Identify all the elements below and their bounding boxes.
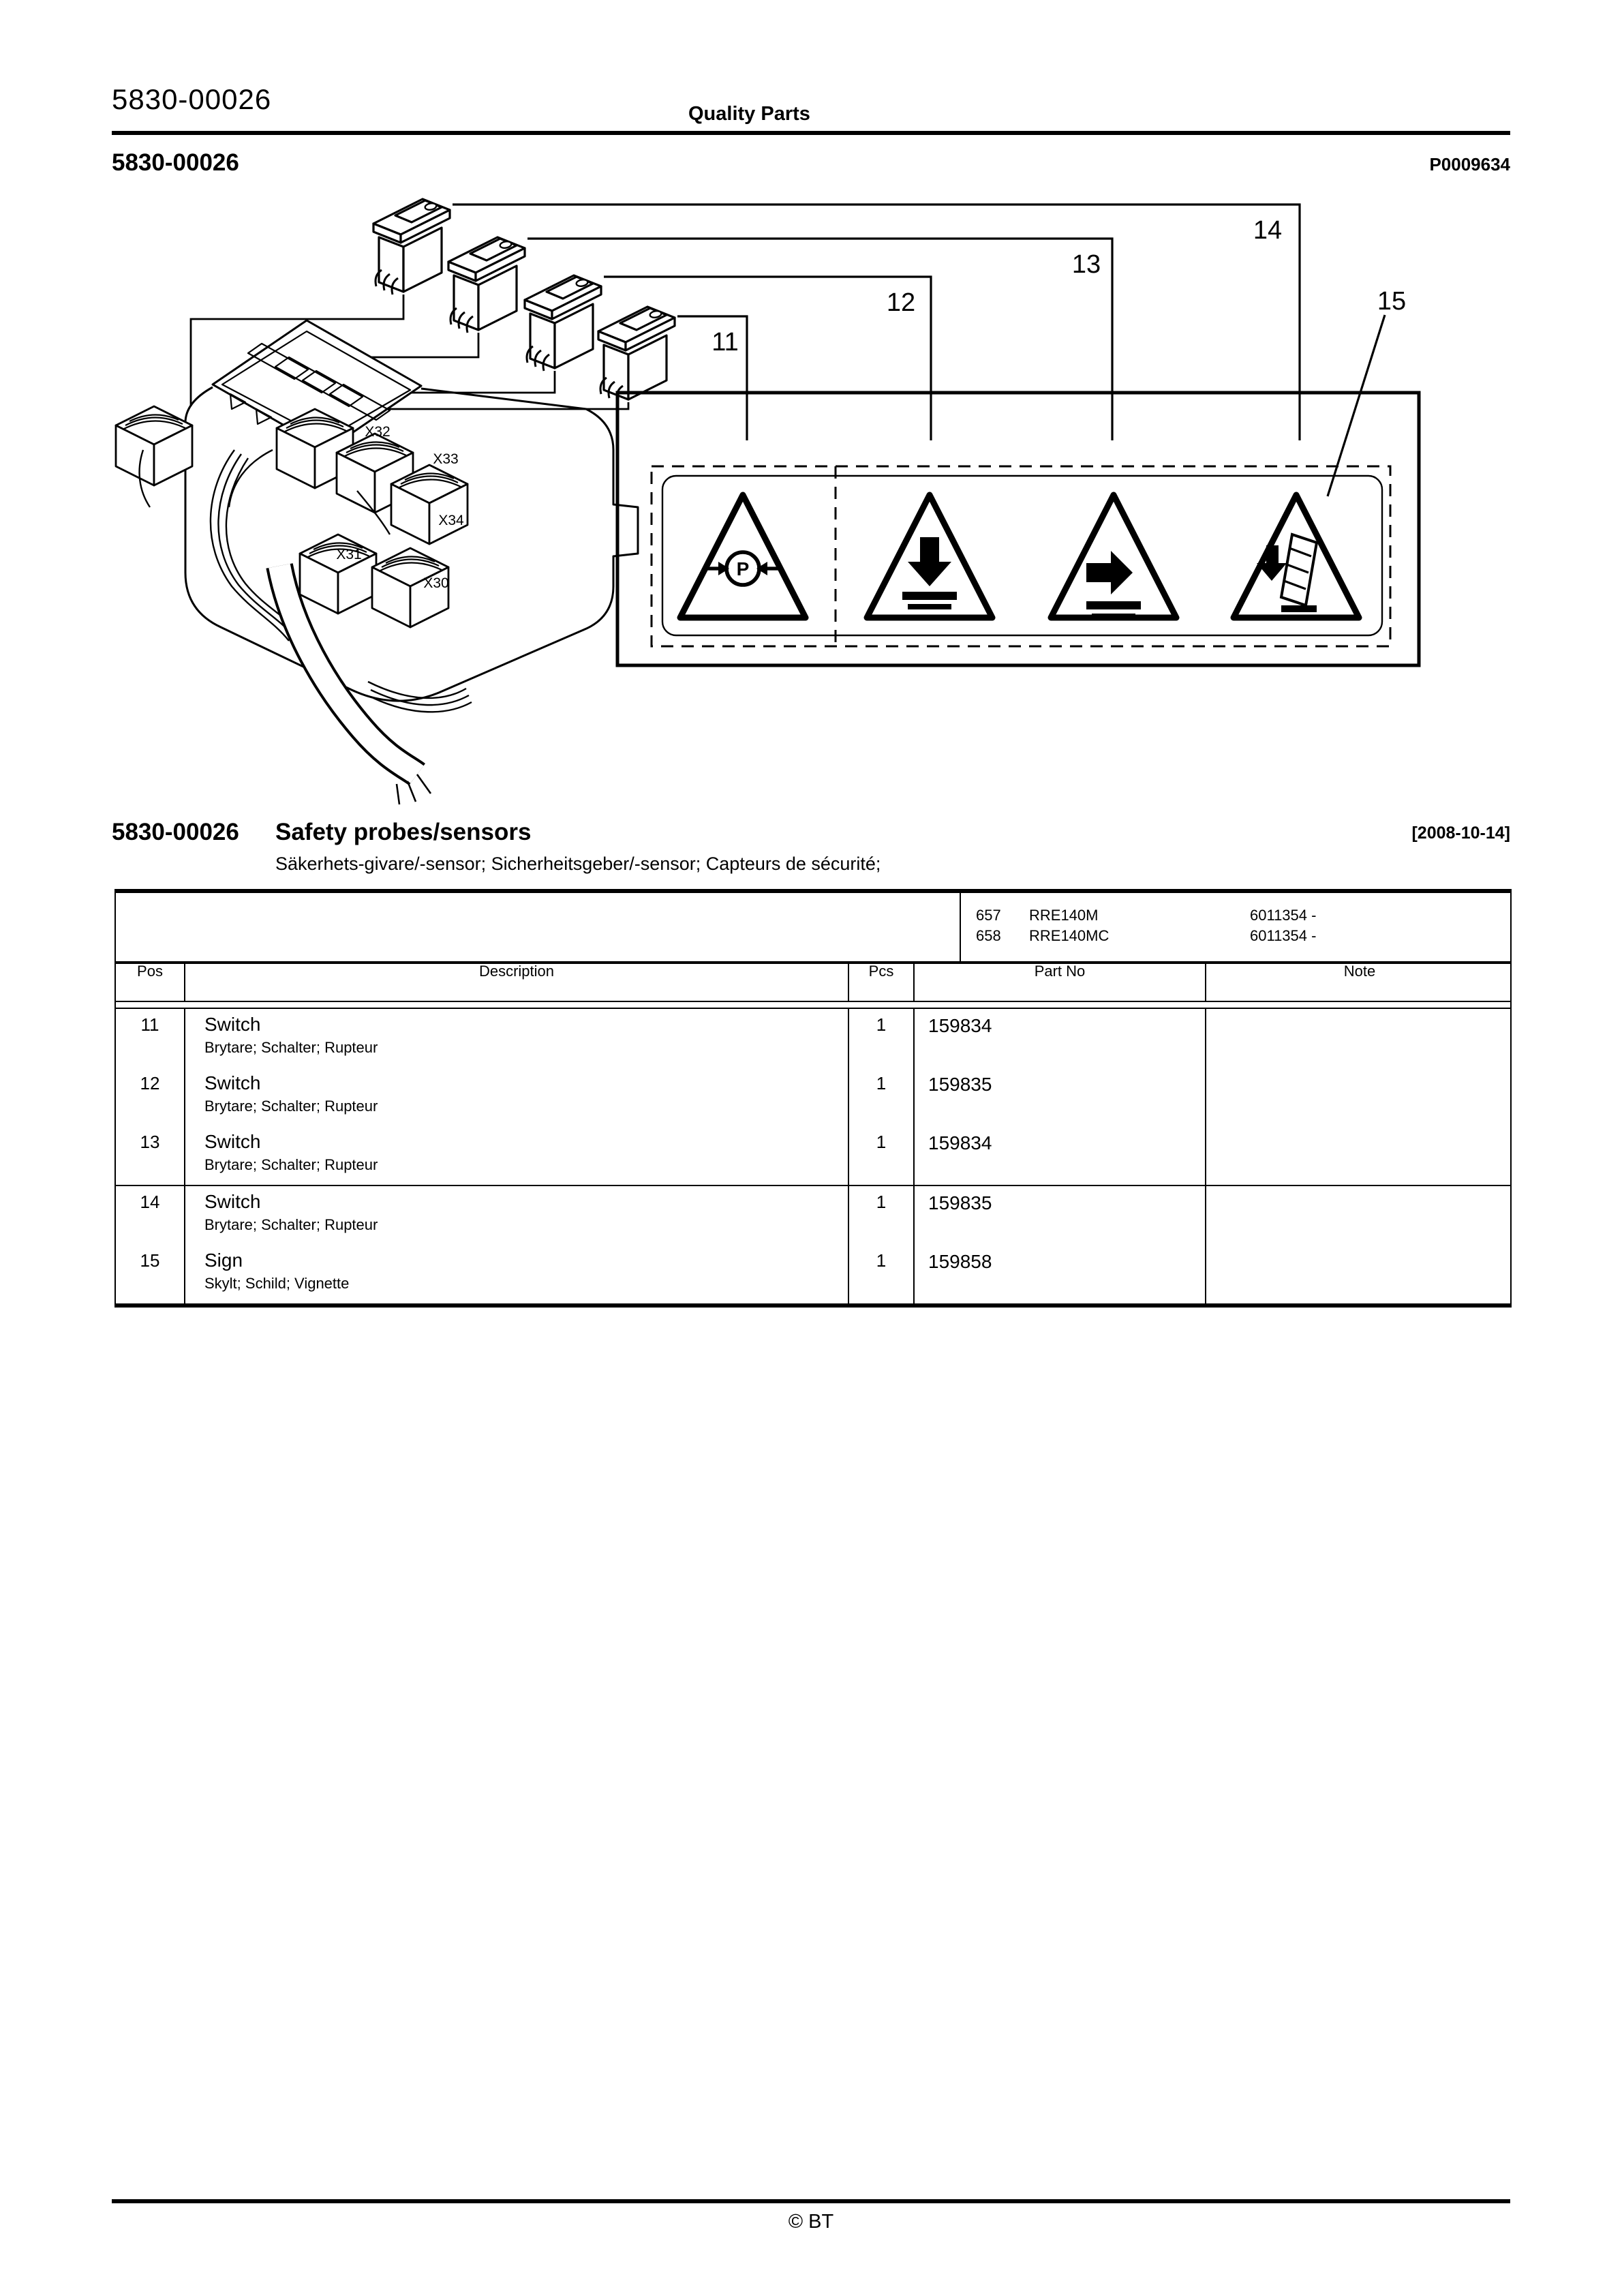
row-description-alt: Brytare; Schalter; Rupteur [204, 1099, 378, 1115]
row-note [1205, 1068, 1513, 1126]
model-name: RRE140M [1029, 908, 1099, 924]
connector-label-x31: X31 [336, 547, 362, 562]
footer-copyright: © BT [788, 2211, 834, 2233]
row-note [1205, 1186, 1513, 1245]
header-description: Description [184, 964, 848, 1001]
table-row [116, 1245, 1510, 1303]
row-pos: 14 [140, 1192, 160, 1212]
row-pos: 11 [140, 1014, 159, 1035]
footer-rule [112, 2199, 1510, 2203]
row-pos: 13 [140, 1132, 160, 1152]
row-description-alt: Brytare; Schalter; Rupteur [204, 1218, 378, 1234]
section-date: [2008-10-14] [1411, 824, 1510, 843]
table-row [116, 1009, 1510, 1068]
model-row [976, 907, 1510, 927]
model-name: RRE140MC [1029, 928, 1110, 945]
row-pcs: 1 [848, 1126, 913, 1185]
warning-triangle-pressure [680, 495, 806, 618]
row-part-no: 159834 [913, 1009, 1205, 1068]
row-pcs: 1 [848, 1068, 913, 1126]
section-subtitle: Säkerhets-givare/-sensor; Sicherheitsgeber/-sensor; Capteurs de sécurité; [275, 854, 881, 874]
model-applicability-box [116, 893, 1510, 961]
page-header-title: Quality Parts [688, 104, 810, 125]
aux-plug [116, 406, 192, 485]
callout-13: 13 [1071, 250, 1101, 279]
rocker-switch-12 [525, 275, 601, 371]
model-code: 658 [976, 928, 1001, 945]
model-row [976, 927, 1510, 948]
connector-block [116, 406, 472, 804]
callout-11: 11 [711, 328, 739, 357]
callout-14: 14 [1253, 216, 1283, 245]
rocker-switch-14 [373, 199, 450, 294]
header-double-rule [116, 1002, 1510, 1009]
row-part-no: 159835 [913, 1186, 1205, 1245]
header-part-no: Part No [913, 964, 1205, 1001]
connector-label-x30: X30 [423, 575, 449, 591]
row-description-alt: Brytare; Schalter; Rupteur [204, 1040, 378, 1057]
row-part-no: 159835 [913, 1068, 1205, 1126]
model-box-empty-cell [116, 893, 961, 961]
rocker-switch-13 [448, 237, 525, 333]
housing-outline [185, 387, 638, 701]
row-pcs: 1 [848, 1009, 913, 1068]
row-description: Switch [204, 1130, 261, 1152]
warning-triangle-falling-mast [1234, 495, 1359, 618]
row-note [1205, 1245, 1513, 1303]
row-description: Switch [204, 1190, 261, 1212]
exploded-diagram [0, 0, 1622, 818]
row-description-alt: Brytare; Schalter; Rupteur [204, 1158, 378, 1174]
connector-label-x34: X34 [438, 513, 464, 528]
row-pos: 15 [140, 1250, 160, 1271]
row-note [1205, 1126, 1513, 1185]
parts-table [114, 889, 1512, 1308]
header-pcs: Pcs [848, 964, 913, 1001]
row-description: Switch [204, 1072, 261, 1093]
table-group-2 [116, 1185, 1510, 1303]
svg-text:P: P [736, 558, 750, 579]
table-row [116, 1186, 1510, 1245]
callout-12: 12 [886, 288, 916, 317]
row-part-no: 159834 [913, 1126, 1205, 1185]
figure-reference: P0009634 [1429, 154, 1510, 175]
model-code: 657 [976, 908, 1001, 924]
row-pos: 12 [140, 1073, 160, 1093]
figure-doc-number: 5830-00026 [112, 149, 239, 176]
section-number: 5830-00026 [112, 818, 239, 845]
header-pos: Pos [137, 964, 163, 980]
row-description: Sign [204, 1249, 243, 1271]
model-serial: 6011354 - [1250, 928, 1317, 945]
row-description-alt: Skylt; Schild; Vignette [204, 1276, 350, 1293]
row-pcs: 1 [848, 1186, 913, 1245]
warning-triangle-crush-down [867, 495, 992, 618]
table-header-row [116, 961, 1510, 1002]
header-note: Note [1205, 964, 1513, 1001]
connector-label-x32: X32 [365, 424, 391, 440]
table-row [116, 1068, 1510, 1126]
row-pcs: 1 [848, 1245, 913, 1303]
page-doc-number: 5830-00026 [112, 85, 272, 116]
warning-triangle-crush-side [1051, 495, 1176, 619]
callout-15: 15 [1377, 287, 1407, 316]
table-row [116, 1126, 1510, 1185]
rocker-switch-11 [598, 307, 675, 402]
model-serial: 6011354 - [1250, 908, 1317, 924]
row-part-no: 159858 [913, 1245, 1205, 1303]
connector-label-x33: X33 [433, 451, 459, 467]
row-note [1205, 1009, 1513, 1068]
row-description: Switch [204, 1013, 261, 1035]
table-group-1 [116, 1009, 1510, 1185]
section-title: Safety probes/sensors [275, 818, 532, 845]
